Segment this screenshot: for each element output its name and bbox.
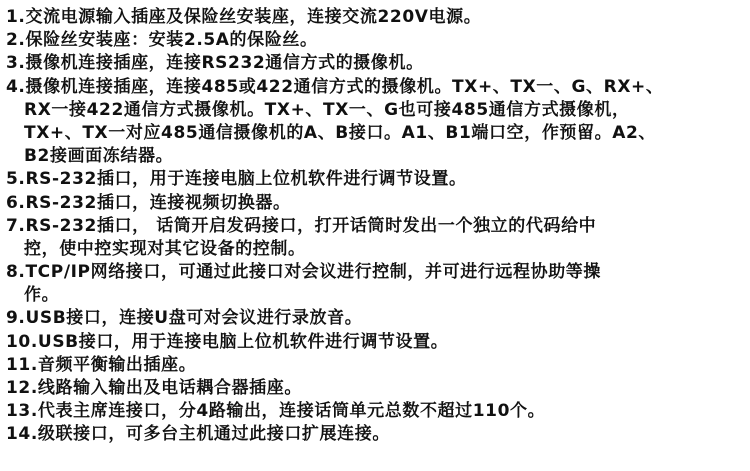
text-line-3: 3.摄像机连接插座，连接RS232通信方式的摄像机。 bbox=[6, 53, 424, 74]
text-line-2: 2.保险丝安装座：安装2.5A的保险丝。 bbox=[6, 30, 318, 51]
text-line-8: 5.RS-232插口，用于连接电脑上位机软件进行调节设置。 bbox=[6, 169, 467, 190]
text-line-17: 12.线路输入输出及电话耦合器插座。 bbox=[6, 378, 302, 398]
text-line-6: TX+、TX一对应485通信摄像机的A、B接口。A1、B1端口空，作预留。A2、 bbox=[24, 122, 657, 143]
text-line-5: RX一接422通信方式摄像机。TX+、TX一、G也可接485通信方式摄像机， bbox=[24, 99, 630, 120]
text-line-12: 8.TCP/IP网络接口，可通过此接口对会议进行控制，并可进行远程协助等操 bbox=[6, 262, 602, 283]
text-line-1: 1.交流电源输入插座及保险丝安装座，连接交流220V电源。 bbox=[6, 7, 482, 27]
text-line-4: 4.摄像机连接插座，连接485或422通信方式的摄像机。TX+、TX一、G、RX+、 bbox=[6, 76, 664, 97]
text-line-18: 13.代表主席连接口，分4路输出，连接话筒单元总数不超过110个。 bbox=[6, 401, 546, 422]
text-line-16: 11.音频平衡输出插座。 bbox=[6, 354, 197, 375]
text-line-13: 作。 bbox=[24, 285, 60, 306]
document-body bbox=[6, 6, 744, 447]
text-line-7: B2接画面冻结器。 bbox=[24, 146, 174, 167]
text-line-14: 9.USB接口，连接U盘可对会议进行录放音。 bbox=[6, 308, 363, 329]
text-line-9: 6.RS-232插口，连接视频切换器。 bbox=[6, 192, 291, 213]
text-line-10: 7.RS-232插口， 话筒开启发码接口，打开话筒时发出一个独立的代码给中 bbox=[6, 215, 597, 236]
text-line-11: 控，使中控实现对其它设备的控制。 bbox=[24, 238, 306, 259]
text-line-15: 10.USB接口，用于连接电脑上位机软件进行调节设置。 bbox=[6, 331, 449, 352]
text-line-19: 14.级联接口，可多台主机通过此接口扩展连接。 bbox=[6, 424, 390, 445]
